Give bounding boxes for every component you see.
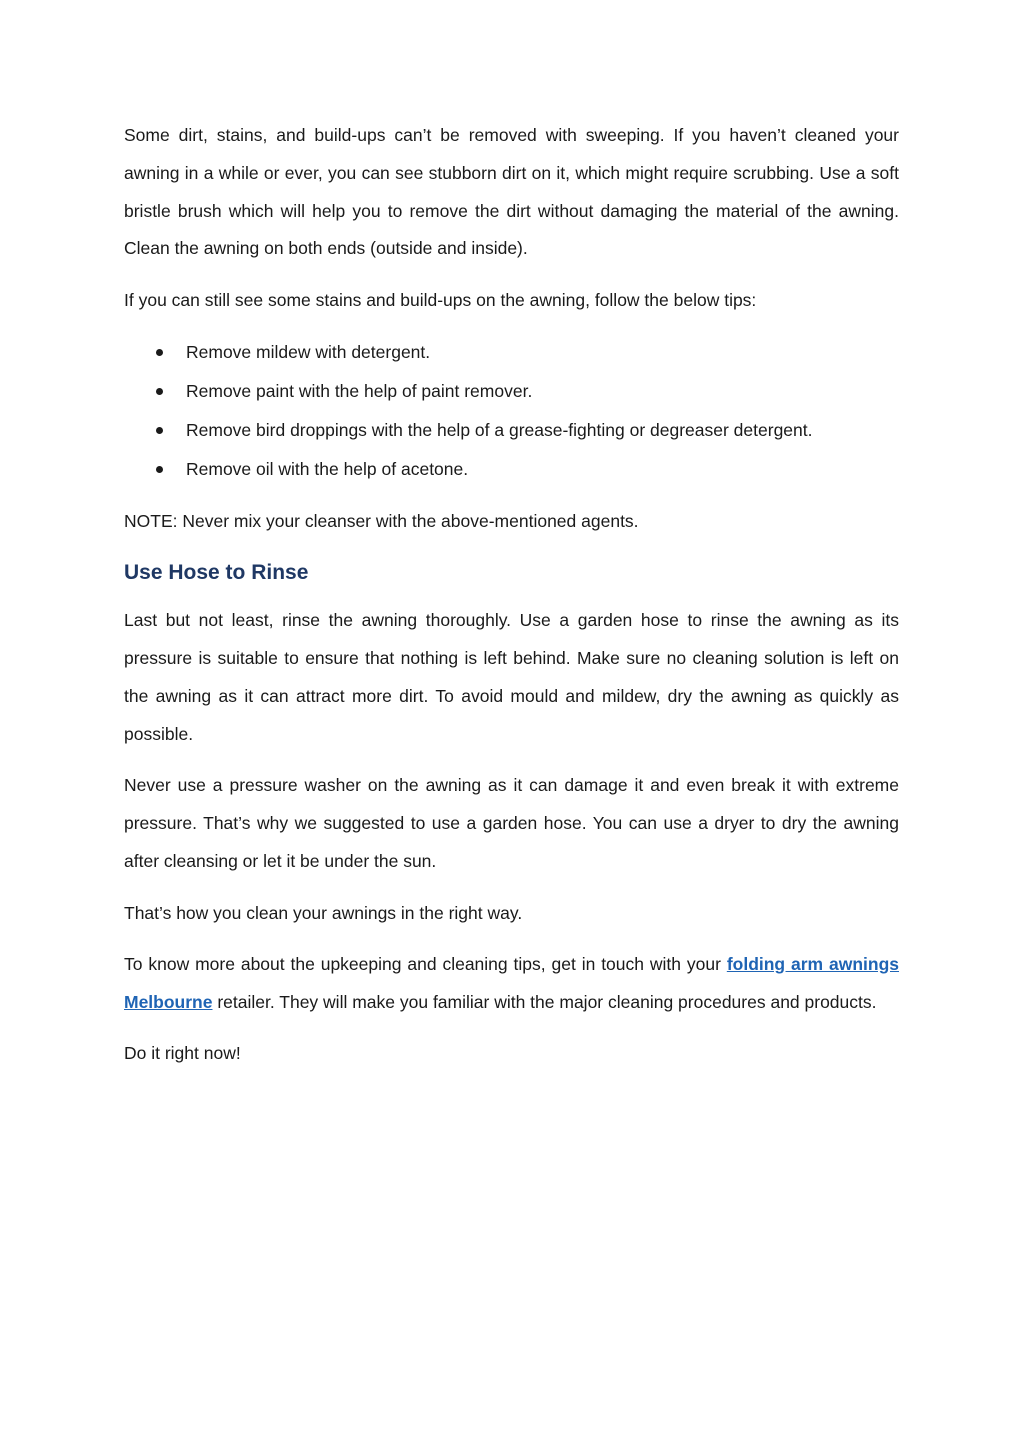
paragraph-right-way: That’s how you clean your awnings in the right way.: [124, 902, 523, 923]
paragraph-retailer: [124, 946, 899, 1022]
note-paragraph: NOTE: Never mix your cleanser with the above-mentioned agents.: [124, 511, 639, 532]
document-page: [124, 117, 899, 1086]
list-item-text: Remove bird droppings with the help of a grease-fighting or degreaser detergent.: [186, 420, 813, 441]
list-item: [124, 450, 899, 489]
paragraph-scrubbing: Some dirt, stains, and build-ups can’t be removed with sweeping. If you haven’t cleaned your awning in a while or ever, you can see stubborn dirt on it, which might require scrubbing. Use a soft bristle brush which will help you to remove the dirt without damaging the material of the awning. Clean the awning on both ends (outside and inside).: [124, 125, 899, 259]
bullet-icon: [156, 466, 163, 473]
list-item-text: Remove mildew with detergent.: [186, 342, 431, 363]
section-heading: Use Hose to Rinse: [124, 561, 309, 585]
retailer-text-after: retailer. They will make you familiar with the major cleaning procedures and products.: [212, 991, 877, 1012]
paragraph-pressure-washer: Never use a pressure washer on the awning as it can damage it and even break it with extreme pressure. That’s why we suggested to use a garden hose. You can use a dryer to dry the awning after cleansing or let it be under the sun.: [124, 775, 899, 871]
list-item-text: Remove oil with the help of acetone.: [186, 459, 469, 480]
paragraph-closing: Do it right now!: [124, 1043, 241, 1064]
list-item: [124, 411, 899, 450]
bullet-icon: [156, 388, 163, 395]
bullet-icon: [156, 427, 163, 434]
list-item: [124, 372, 899, 411]
paragraph-rinse: Last but not least, rinse the awning thoroughly. Use a garden hose to rinse the awning as its pressure is suitable to ensure that nothing is left behind. Make sure no cleaning solution is left on the awning as it can attract more dirt. To avoid mould and mildew, dry the awning as quickly as possible.: [124, 610, 899, 744]
paragraph-stains-intro: If you can still see some stains and build-ups on the awning, follow the below tips:: [124, 290, 757, 311]
bullet-icon: [156, 349, 163, 356]
retailer-text-before: To know more about the upkeeping and cleaning tips, get in touch with your: [124, 953, 727, 974]
list-item: [124, 333, 899, 372]
folding-arm-awnings-link[interactable]: folding arm awnings Melbourne: [124, 953, 899, 1012]
list-item-text: Remove paint with the help of paint remover.: [186, 381, 533, 402]
tips-list: [124, 333, 899, 489]
